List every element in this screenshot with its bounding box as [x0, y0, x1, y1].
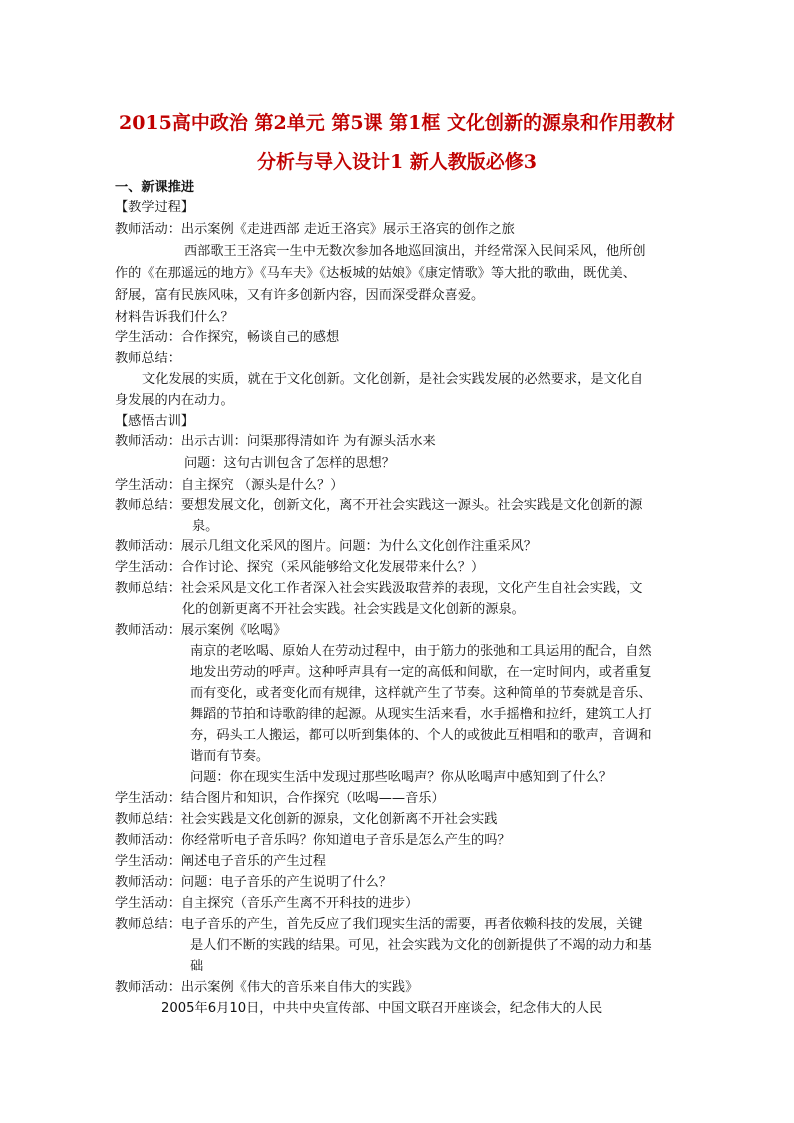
text-line: 谐而有节奏。: [190, 749, 270, 764]
text-line: 学生活动：自主探究 （源头是什么？）: [115, 478, 344, 493]
text-line: 教师总结：电子音乐的产生，首先反应了我们现实生活的需要，再者依赖科技的发展，关键: [115, 917, 643, 932]
text-line: 舞蹈的节拍和诗歌韵律的起源。从现实生活来看，水手摇橹和拉纤，建筑工人打: [190, 707, 652, 722]
text-line: 学生活动：阐述电子音乐的产生过程: [115, 854, 326, 869]
text-line: 教师活动：出示案例《伟大的音乐来自伟大的实践》: [115, 980, 419, 995]
text-line: 教师活动：出示古训：问渠那得清如许 为有源头活水来: [115, 434, 436, 449]
text-line: 学生活动：合作探究，畅谈自己的感想: [115, 330, 340, 345]
text-line: 教师总结：要想发展文化，创新文化，离不开社会实践这一源头。社会实践是文化创新的源: [115, 498, 643, 513]
text-line: 教师活动：展示案例《吆喝》: [115, 623, 287, 638]
text-line: 问题：这句古训包含了怎样的思想？: [184, 456, 395, 471]
text-line: 夯，码头工人搬运，都可以听到集体的、个人的或彼此互相唱和的歌声，音调和: [190, 728, 652, 743]
document-title-line2: 分析与导入设计1 新人教版必修3: [256, 151, 538, 173]
text-line: 泉。: [192, 519, 219, 534]
text-line: 教师活动：出示案例《走进西部 走近王洛宾》展示王洛宾的创作之旅: [115, 222, 515, 237]
text-line: 教师总结：社会采风是文化工作者深入社会实践汲取营养的表现，文化产生自社会实践，文: [115, 581, 643, 596]
text-line: 学生活动：结合图片和知识，合作探究（吆喝——音乐）: [115, 791, 445, 806]
subsection-heading: 【感悟古训】: [115, 414, 195, 429]
section-heading: 一、新课推进: [115, 180, 195, 195]
text-line: 文化发展的实质，就在于文化创新。文化创新，是社会实践发展的必然要求，是文化自: [142, 372, 644, 387]
subsection-heading: 【教学过程】: [115, 200, 195, 215]
text-line: 础: [190, 959, 204, 974]
text-line: 身发展的内在动力。: [115, 393, 234, 408]
text-line: 学生活动：自主探究（音乐产生离不开科技的进步）: [115, 896, 419, 911]
text-line: 材料告诉我们什么？: [115, 310, 234, 325]
text-line: 教师活动：你经常听电子音乐吗？你知道电子音乐是怎么产生的吗？: [115, 833, 511, 848]
text-line: 教师活动：展示几组文化采风的图片。问题：为什么文化创作注重采风？: [115, 539, 537, 554]
text-line: 2005年6月10日，中共中央宣传部、中国文联召开座谈会，纪念伟大的人民: [161, 1001, 603, 1016]
text-line: 问题：你在现实生活中发现过那些吆喝声？你从吆喝声中感知到了什么？: [190, 770, 612, 785]
text-line: 教师总结：社会实践是文化创新的源泉，文化创新离不开社会实践: [115, 812, 498, 827]
text-line: 教师总结：: [115, 351, 181, 366]
text-line: 学生活动：合作讨论、探究（采风能够给文化发展带来什么？）: [115, 560, 485, 575]
text-line: 西部歌王王洛宾一生中无数次参加各地巡回演出，并经常深入民间采风，他所创: [184, 244, 646, 259]
text-line: 作的《在那遥远的地方》《马车夫》《达板城的姑娘》《康定情歌》等大批的歌曲，既优美、: [115, 266, 636, 281]
text-line: 化的创新更离不开社会实践。社会实践是文化创新的源泉。: [182, 602, 525, 617]
text-line: 地发出劳动的呼声。这种呼声具有一定的高低和间歇，在一定时间内，或者重复: [190, 665, 652, 680]
text-line: 教师活动：问题：电子音乐的产生说明了什么？: [115, 875, 392, 890]
text-line: 舒展，富有民族风味，又有许多创新内容，因而深受群众喜爱。: [115, 288, 485, 303]
document-title-line1: 2015高中政治 第2单元 第5课 第1框 文化创新的源泉和作用教材: [118, 112, 675, 134]
text-line: 南京的老吆喝、原始人在劳动过程中，由于筋力的张弛和工具运用的配合，自然: [190, 644, 652, 659]
text-line: 是人们不断的实践的结果。可见，社会实践为文化的创新提供了不竭的动力和基: [190, 938, 652, 953]
text-line: 而有变化，或者变化而有规律，这样就产生了节奏。这种简单的节奏就是音乐、: [190, 686, 652, 701]
